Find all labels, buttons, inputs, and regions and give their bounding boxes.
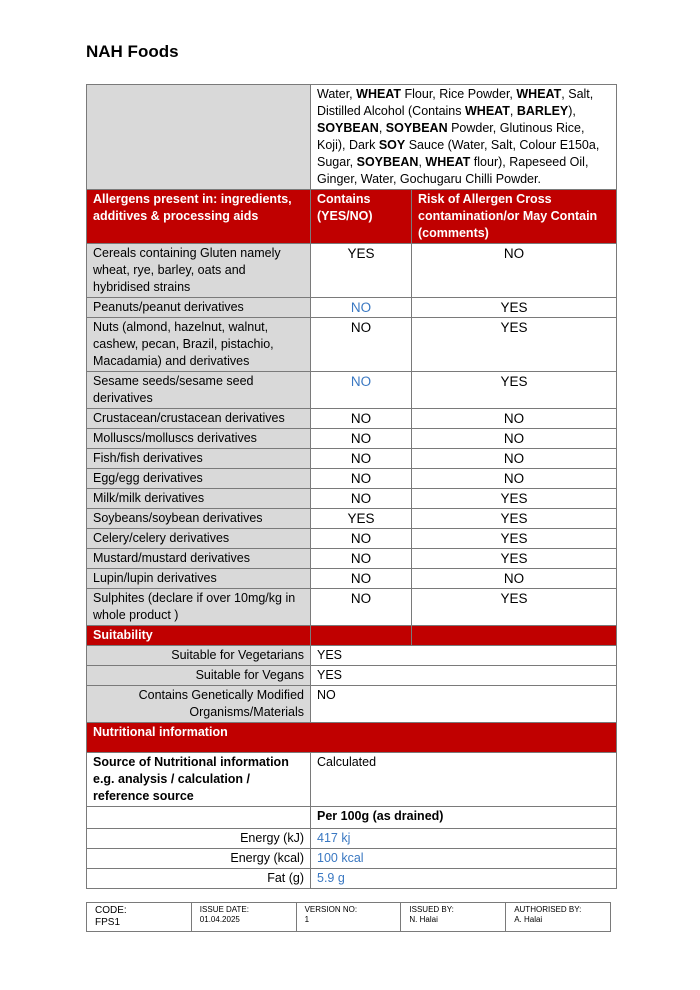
nutrition-source-row [87,753,617,807]
allergen-name: Crustacean/crustacean derivatives [87,409,311,429]
suitability-value: YES [311,646,617,666]
allergen-contains: NO [311,589,412,626]
allergen-row [87,372,617,409]
allergen-header-col2: Contains (YES/NO) [311,190,412,244]
allergen-contains: YES [311,244,412,298]
footer-issued-value: N. Halai [409,915,438,924]
allergen-contains: NO [311,469,412,489]
allergen-risk: NO [412,409,617,429]
nutrition-row [87,849,617,869]
suitability-label: Suitable for Vegans [87,666,311,686]
allergen-row [87,244,617,298]
nutrition-value: 100 kcal [311,849,617,869]
allergen-contains: NO [311,549,412,569]
footer-issue-date [191,903,296,932]
allergen-risk: YES [412,298,617,318]
footer-version-label: VERSION NO: [304,905,358,914]
footer-issued-label: ISSUED BY: [409,905,454,914]
allergen-name: Soybeans/soybean derivatives [87,509,311,529]
footer-issue-label: ISSUE DATE: [199,905,249,914]
allergen-row [87,449,617,469]
ingredient-text-run: Powder, Glutinous Rice, Koji), Dark [317,121,585,152]
nutrition-per-label: Per 100g (as drained) [311,807,617,829]
allergen-row [87,298,617,318]
ingredient-allergen-word: BARLEY [516,104,569,118]
suitability-header-row [87,626,617,646]
ingredient-text-run: flour), Rapeseed Oil, Ginger, Water, Gochugaru Chilli Powder. [317,155,589,186]
allergen-name: Peanuts/peanut derivatives [87,298,311,318]
footer-issued-by [401,903,506,932]
allergen-contains: YES [311,509,412,529]
nutrition-label: Energy (kcal) [87,849,311,869]
ingredients-label-cell [87,85,311,190]
ingredient-allergen-word: SOYBEAN [317,121,379,135]
nutrition-label: Fat (g) [87,869,311,889]
nutrition-per-row [87,807,617,829]
allergen-risk: YES [412,549,617,569]
allergen-row [87,529,617,549]
suitability-header-blank [311,626,412,646]
ingredient-allergen-word: WHEAT [356,87,402,101]
nutrition-label: Energy (kJ) [87,829,311,849]
ingredient-allergen-word: SOYBEAN [356,155,419,169]
allergen-row [87,589,617,626]
allergen-risk: YES [412,509,617,529]
allergen-row [87,469,617,489]
footer-authorised-by [506,903,611,932]
footer-authorised-value: A. Halai [514,915,543,924]
document-footer [86,902,611,932]
allergen-contains: NO [311,409,412,429]
footer-code [87,903,192,932]
allergen-name: Nuts (almond, hazelnut, walnut, cashew, pecan, Brazil, pistachio, Macadamia) and derivatives [87,318,311,372]
nutrition-per-blank [87,807,311,829]
ingredient-text-run: , [378,121,386,135]
allergen-contains: NO [311,569,412,589]
company-name: NAH Foods [86,42,179,61]
ingredient-allergen-word: WHEAT [425,155,471,169]
suitability-row [87,686,617,723]
suitability-header-blank [412,626,617,646]
allergen-name: Mustard/mustard derivatives [87,549,311,569]
nutrition-row [87,869,617,889]
allergen-name: Molluscs/molluscs derivatives [87,429,311,449]
allergen-name: Sesame seeds/sesame seed derivatives [87,372,311,409]
allergen-header-col3: Risk of Allergen Cross contamination/or May Contain (comments) [412,190,617,244]
ingredient-allergen-word: SOY [378,138,406,152]
allergen-name: Celery/celery derivatives [87,529,311,549]
ingredient-allergen-word: SOYBEAN [385,121,448,135]
allergen-row [87,509,617,529]
allergen-contains: NO [311,318,412,372]
ingredient-text-run: Water, [317,87,357,101]
allergen-risk: YES [412,489,617,509]
allergen-name: Egg/egg derivatives [87,469,311,489]
allergen-row [87,409,617,429]
nutrition-source-value: Calculated [311,753,617,807]
allergen-header-col1: Allergens present in: ingredients, additives & processing aids [87,190,311,244]
allergen-risk: YES [412,589,617,626]
allergen-risk: NO [412,469,617,489]
allergen-header-row [87,190,617,244]
allergen-row [87,429,617,449]
allergen-risk: NO [412,449,617,469]
allergen-name: Fish/fish derivatives [87,449,311,469]
footer-issue-value: 01.04.2025 [199,915,240,924]
nutrition-value: 417 kj [311,829,617,849]
footer-version-value: 1 [304,915,310,924]
suitability-value: NO [311,686,617,723]
allergen-contains: NO [311,372,412,409]
footer-version [296,903,401,932]
allergen-name: Sulphites (declare if over 10mg/kg in whole product ) [87,589,311,626]
ingredient-allergen-word: WHEAT [516,87,562,101]
ingredient-text-run: Flour, Rice Powder, [401,87,517,101]
allergen-name: Lupin/lupin derivatives [87,569,311,589]
allergen-risk: YES [412,318,617,372]
suitability-label: Suitable for Vegetarians [87,646,311,666]
suitability-title: Suitability [87,626,311,646]
allergen-contains: NO [311,429,412,449]
allergen-risk: NO [412,569,617,589]
suitability-value: YES [311,666,617,686]
ingredient-allergen-word: WHEAT [465,104,510,118]
allergen-row [87,489,617,509]
ingredient-text-run: , [509,104,517,118]
allergen-name: Cereals containing Gluten namely wheat, rye, barley, oats and hybridised strains [87,244,311,298]
allergen-risk: YES [412,372,617,409]
allergen-row [87,318,617,372]
nutrition-header-row [87,723,617,753]
allergen-contains: NO [311,449,412,469]
footer-code-value: FPS1 [95,917,121,928]
ingredient-text-run: , Salt, Distilled Alcohol (Contains [317,87,594,118]
allergen-contains: NO [311,298,412,318]
allergen-contains: NO [311,489,412,509]
nutrition-row [87,829,617,849]
nutrition-source-label: Source of Nutritional information e.g. analysis / calculation / reference source [87,753,311,807]
ingredients-text [311,85,617,190]
nutrition-value: 5.9 g [311,869,617,889]
allergen-name: Milk/milk derivatives [87,489,311,509]
suitability-row [87,666,617,686]
allergen-row [87,569,617,589]
ingredient-text-run: , [418,155,426,169]
allergen-contains: NO [311,529,412,549]
allergen-risk: NO [412,429,617,449]
allergen-risk: YES [412,529,617,549]
footer-authorised-label: AUTHORISED BY: [514,905,582,914]
nutrition-title: Nutritional information [87,723,617,753]
allergen-row [87,549,617,569]
ingredients-row [87,85,617,190]
specification-table [86,84,617,889]
suitability-label: Contains Genetically Modified Organisms/Materials [87,686,311,723]
ingredient-text-run: ), [568,104,576,118]
suitability-row [87,646,617,666]
allergen-risk: NO [412,244,617,298]
footer-code-label: CODE: [95,905,127,916]
ingredient-text-run: Sauce (Water, Salt, Colour E150a, Sugar, [317,138,600,169]
